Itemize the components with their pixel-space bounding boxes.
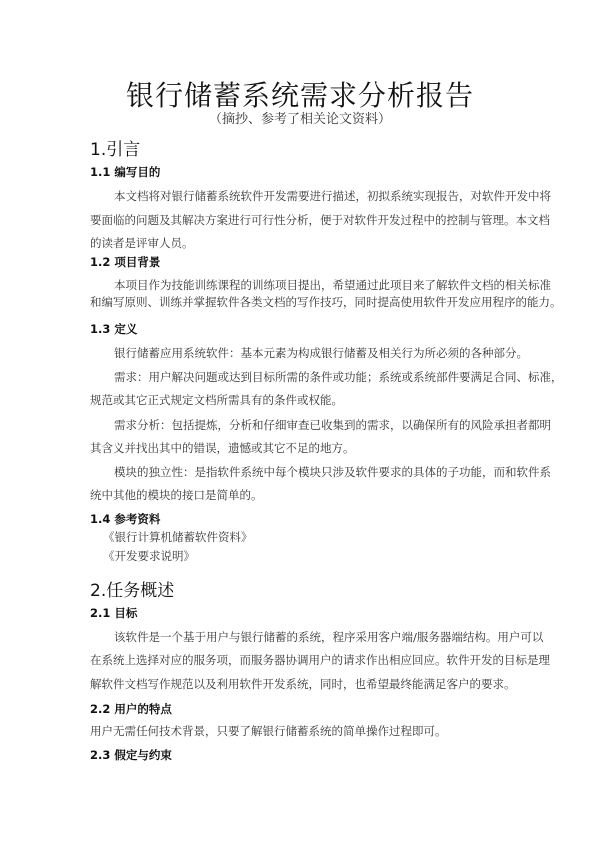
document-title: 银行储蓄系统需求分析报告 xyxy=(125,79,474,112)
section-heading-2: 2.任务概述 xyxy=(90,581,175,601)
paragraph-line: 其含义并找出其中的错误，遗憾或其它不足的地方。 xyxy=(90,441,355,455)
paragraph-line: 的读者是评审人员。 xyxy=(90,236,194,250)
paragraph-line: 要面临的问题及其解决方案进行可行性分析，便于对软件开发过程中的控制与管理。本文档 xyxy=(90,213,550,227)
paragraph-line: 本文档将对银行储蓄系统软件开发需要进行描述，初拟系统实现报告，对软件开发中将 xyxy=(114,189,551,203)
paragraph-line: 本项目作为技能训练课程的训练项目提出，希望通过此项目来了解软件文档的相关标准 xyxy=(114,278,551,292)
paragraph-line: 在系统上选择对应的服务项，而服务器协调用户的请求作出相应回应。软件开发的目标是理 xyxy=(90,653,550,667)
paragraph-line: 需求分析：包括提炼，分析和仔细审查已收集到的需求，以确保所有的风险承担者都明 xyxy=(114,418,551,432)
heading-2-3: 2.3 假定与约束 xyxy=(90,748,172,762)
paragraph-line: 解软件文档写作规范以及利用软件开发系统，同时，也希望最终能满足客户的要求。 xyxy=(90,677,516,691)
paragraph-line: 需求：用户解决问题或达到目标所需的条件或功能；系统或系统部件要满足合同、标准， xyxy=(114,370,563,384)
heading-1-2: 1.2 项目背景 xyxy=(90,255,161,269)
paragraph-line: 规范或其它正式规定文档所需具有的条件或权能。 xyxy=(90,393,343,407)
paragraph-line: 该软件是一个基于用户与银行储蓄的系统，程序采用客户端/服务器端结构。用户可以 xyxy=(114,630,544,644)
heading-1-1: 1.1 编写目的 xyxy=(90,165,161,179)
heading-1-4: 1.4 参考资料 xyxy=(90,512,161,526)
heading-2-2: 2.2 用户的特点 xyxy=(90,702,172,716)
heading-2-1: 2.1 目标 xyxy=(90,606,138,620)
reference-item: 《开发要求说明》 xyxy=(103,549,195,563)
paragraph-line: 用户无需任何技术背景，只要了解银行储蓄系统的简单操作过程即可。 xyxy=(90,724,447,738)
reference-item: 《银行计算机储蓄软件资料》 xyxy=(103,530,253,544)
document-subtitle: （摘抄、参考了相关论文资料） xyxy=(208,112,391,127)
paragraph-line: 银行储蓄应用系统软件：基本元素为构成银行储蓄及相关行为所必须的各种部分。 xyxy=(114,346,528,360)
paragraph-line: 统中其他的模块的接口是简单的。 xyxy=(90,488,263,502)
heading-1-3: 1.3 定义 xyxy=(90,322,138,336)
paragraph-line: 模块的独立性：是指软件系统中每个模块只涉及软件要求的具体的子功能，而和软件系 xyxy=(114,465,551,479)
section-heading-1: 1.引言 xyxy=(90,140,141,160)
paragraph-line: 和编写原则、训练并掌握软件各类文档的写作技巧，同时提高使用软件开发应用程序的能力。 xyxy=(90,295,562,309)
